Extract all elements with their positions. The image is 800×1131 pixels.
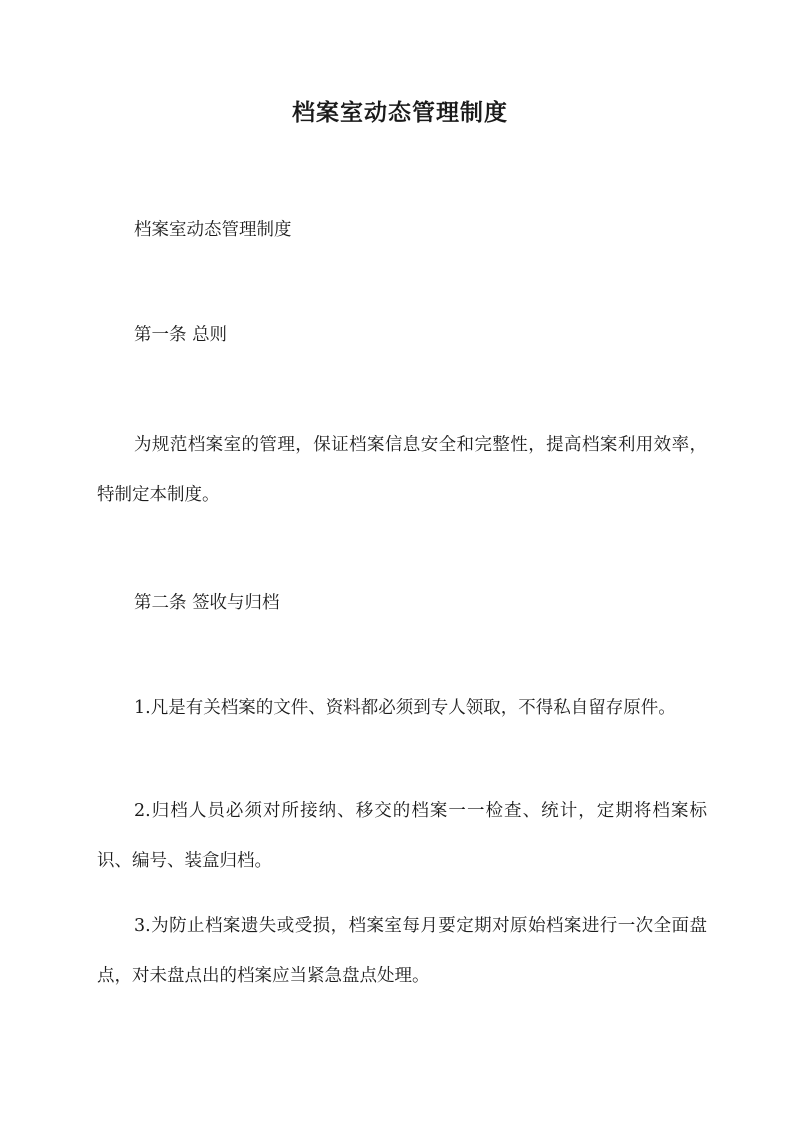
article-1-body: 为规范档案室的管理，保证档案信息安全和完整性，提高档案利用效率，特制定本制度。	[97, 435, 707, 505]
document-subtitle: 档案室动态管理制度	[134, 220, 292, 240]
article-2-heading: 第二条 签收与归档	[134, 593, 280, 613]
document-title: 档案室动态管理制度	[292, 99, 508, 126]
article-2-item-2: 2.归档人员必须对所接纳、移交的档案一一检查、统计，定期将档案标识、编号、装盒归档。	[97, 801, 707, 871]
article-2-item-1: 1.凡是有关档案的文件、资料都必须到专人领取，不得私自留存原件。	[134, 698, 676, 718]
article-1-heading: 第一条 总则	[134, 325, 228, 345]
article-2-item-3: 3.为防止档案遗失或受损，档案室每月要定期对原始档案进行一次全面盘点，对未盘点出的档案应当紧急盘点处理。	[97, 916, 707, 986]
